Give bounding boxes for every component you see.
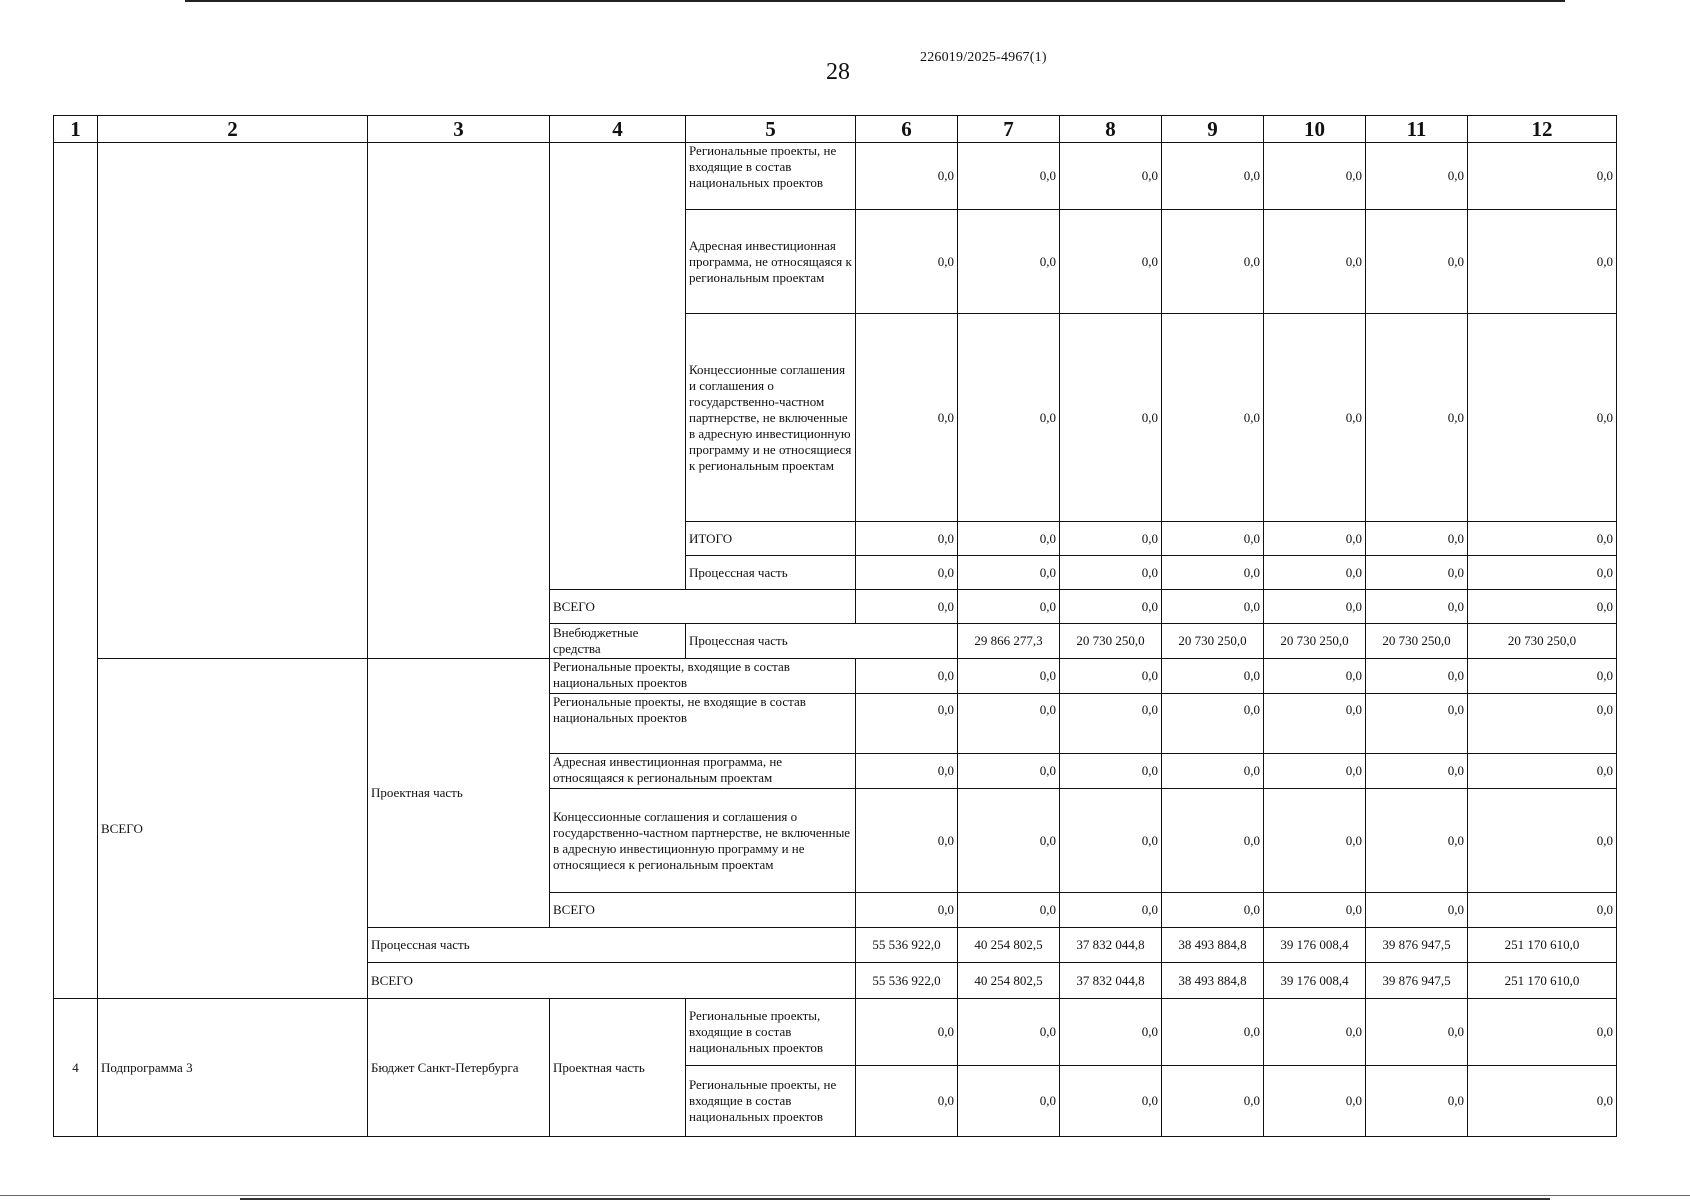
value-cell: 38 493 884,8 [1162,963,1264,999]
value-cell: 0,0 [1162,893,1264,928]
value-cell: 0,0 [856,590,958,624]
empty-cell [98,143,368,659]
value-cell: 0,0 [856,314,958,522]
value-cell: 0,0 [856,522,958,556]
value-cell: 0,0 [1468,522,1617,556]
top-border-line [185,0,1565,2]
value-cell: 0,0 [1468,556,1617,590]
row-number: 4 [54,999,98,1137]
value-cell: 0,0 [1468,659,1617,694]
value-cell: 0,0 [856,789,958,893]
value-cell: 0,0 [958,522,1060,556]
column-header: 1 [54,116,98,143]
row-label: Процессная часть [686,624,958,659]
value-cell: 0,0 [856,754,958,789]
value-cell: 0,0 [1162,210,1264,314]
value-cell: 0,0 [1060,210,1162,314]
column-header: 2 [98,116,368,143]
value-cell: 40 254 802,5 [958,963,1060,999]
value-cell: 0,0 [1264,694,1366,754]
column-header: 12 [1468,116,1617,143]
value-cell: 0,0 [1162,522,1264,556]
value-cell: 0,0 [856,893,958,928]
value-cell: 0,0 [1162,314,1264,522]
value-cell: 0,0 [1264,789,1366,893]
row-label: Региональные проекты, не входящие в состав национальных проектов [686,143,856,210]
row-label: Процессная часть [368,928,856,963]
value-cell: 0,0 [1162,789,1264,893]
column-header-row [54,116,1617,143]
value-cell: 0,0 [1264,143,1366,210]
value-cell: 0,0 [1162,694,1264,754]
value-cell: 0,0 [1468,999,1617,1066]
value-cell: 38 493 884,8 [1162,928,1264,963]
value-cell: 0,0 [1468,210,1617,314]
row-label: Концессионные соглашения и соглашения о государственно-частном партнерстве, не включенные в адресную инвестиционную программу и не относящиеся к региональным проектам [686,314,856,522]
value-cell: 20 730 250,0 [1264,624,1366,659]
value-cell: 0,0 [856,1066,958,1137]
value-cell: 0,0 [1264,314,1366,522]
value-cell: 39 176 008,4 [1264,928,1366,963]
value-cell: 0,0 [856,999,958,1066]
value-cell: 0,0 [1468,314,1617,522]
row-label: ВСЕГО [550,590,856,624]
row-label: Адресная инвестиционная программа, не относящаяся к региональным проектам [686,210,856,314]
value-cell: 0,0 [1162,590,1264,624]
value-cell: 0,0 [1264,659,1366,694]
row-label: Адресная инвестиционная программа, не относящаяся к региональным проектам [550,754,856,789]
value-cell: 0,0 [1468,694,1617,754]
value-cell: 0,0 [958,314,1060,522]
value-cell: 0,0 [1366,789,1468,893]
value-cell: 0,0 [1366,694,1468,754]
value-cell: 0,0 [1264,210,1366,314]
value-cell: 0,0 [1264,754,1366,789]
row-label: Региональные проекты, не входящие в состав национальных проектов [686,1066,856,1137]
value-cell: 20 730 250,0 [1468,624,1617,659]
column-header: 3 [368,116,550,143]
value-cell: 0,0 [1060,522,1162,556]
value-cell: 0,0 [1060,789,1162,893]
value-cell: 0,0 [958,210,1060,314]
value-cell: 55 536 922,0 [856,928,958,963]
value-cell: 39 876 947,5 [1366,963,1468,999]
value-cell: 0,0 [958,694,1060,754]
column-header: 11 [1366,116,1468,143]
value-cell: 0,0 [856,556,958,590]
value-cell: 39 176 008,4 [1264,963,1366,999]
value-cell: 0,0 [1468,1066,1617,1137]
value-cell: 0,0 [1366,314,1468,522]
value-cell: 40 254 802,5 [958,928,1060,963]
value-cell: 20 730 250,0 [1162,624,1264,659]
value-cell: 0,0 [1264,1066,1366,1137]
value-cell: 0,0 [1264,590,1366,624]
bottom-border-line [0,1195,1690,1196]
value-cell: 251 170 610,0 [1468,963,1617,999]
value-cell: 0,0 [1264,556,1366,590]
empty-cell [54,143,98,999]
value-cell: 0,0 [1366,1066,1468,1137]
row-label: Внебюджетные средства [550,624,686,659]
column-header: 8 [1060,116,1162,143]
value-cell: 0,0 [1264,999,1366,1066]
row-label: Проектная часть [368,659,550,928]
row-label: Бюджет Санкт-Петербурга [368,999,550,1137]
value-cell: 0,0 [1366,659,1468,694]
value-cell: 0,0 [1366,999,1468,1066]
value-cell: 0,0 [1162,659,1264,694]
empty-cell [550,143,686,590]
value-cell: 0,0 [958,556,1060,590]
page-number: 28 [826,59,850,85]
value-cell: 0,0 [1162,1066,1264,1137]
table-row [54,999,1617,1066]
column-header: 7 [958,116,1060,143]
value-cell: 55 536 922,0 [856,963,958,999]
table-row [54,143,1617,210]
value-cell: 0,0 [958,754,1060,789]
value-cell: 0,0 [1162,999,1264,1066]
value-cell: 0,0 [1468,754,1617,789]
row-label: Проектная часть [550,999,686,1137]
row-label: Концессионные соглашения и соглашения о государственно-частном партнерстве, не включенные в адресную инвестиционную программу и не относящиеся к региональным проектам [550,789,856,893]
row-label: ВСЕГО [550,893,856,928]
value-cell: 0,0 [1366,210,1468,314]
value-cell: 0,0 [1060,999,1162,1066]
value-cell: 0,0 [958,893,1060,928]
value-cell: 0,0 [1060,143,1162,210]
value-cell: 0,0 [958,999,1060,1066]
row-label: Региональные проекты, входящие в состав национальных проектов [550,659,856,694]
subprogram-name: Подпрограмма 3 [98,999,368,1137]
value-cell: 20 730 250,0 [1366,624,1468,659]
value-cell: 0,0 [1060,556,1162,590]
value-cell: 0,0 [856,659,958,694]
column-header: 9 [1162,116,1264,143]
row-label: Процессная часть [686,556,856,590]
value-cell: 0,0 [1162,143,1264,210]
value-cell: 0,0 [856,210,958,314]
value-cell: 0,0 [1468,789,1617,893]
value-cell: 251 170 610,0 [1468,928,1617,963]
value-cell: 0,0 [856,694,958,754]
document-number: 226019/2025-4967(1) [920,50,1047,65]
value-cell: 0,0 [1468,143,1617,210]
value-cell: 0,0 [1366,143,1468,210]
value-cell: 0,0 [1366,893,1468,928]
value-cell: 0,0 [1264,893,1366,928]
column-header: 10 [1264,116,1366,143]
value-cell: 0,0 [1366,522,1468,556]
value-cell: 39 876 947,5 [1366,928,1468,963]
row-label: Региональные проекты, входящие в состав национальных проектов [686,999,856,1066]
value-cell: 0,0 [1162,556,1264,590]
value-cell: 20 730 250,0 [1060,624,1162,659]
value-cell: 0,0 [958,590,1060,624]
value-cell: 29 866 277,3 [958,624,1060,659]
value-cell: 0,0 [1162,754,1264,789]
value-cell: 0,0 [1060,694,1162,754]
value-cell: 0,0 [1264,522,1366,556]
value-cell: 0,0 [958,143,1060,210]
row-label: ВСЕГО [368,963,856,999]
value-cell: 37 832 044,8 [1060,928,1162,963]
row-label: ВСЕГО [98,659,368,999]
value-cell: 0,0 [1366,556,1468,590]
value-cell: 0,0 [958,659,1060,694]
value-cell: 0,0 [1468,590,1617,624]
value-cell: 0,0 [1060,314,1162,522]
value-cell: 0,0 [1060,590,1162,624]
table-row [54,659,1617,694]
value-cell: 0,0 [958,789,1060,893]
value-cell: 0,0 [1060,893,1162,928]
column-header: 5 [686,116,856,143]
value-cell: 37 832 044,8 [1060,963,1162,999]
value-cell: 0,0 [958,1066,1060,1137]
value-cell: 0,0 [1366,590,1468,624]
value-cell: 0,0 [1366,754,1468,789]
value-cell: 0,0 [1468,893,1617,928]
row-label: ИТОГО [686,522,856,556]
value-cell: 0,0 [856,143,958,210]
column-header: 4 [550,116,686,143]
empty-cell [368,143,550,659]
value-cell: 0,0 [1060,754,1162,789]
value-cell: 0,0 [1060,659,1162,694]
budget-table [53,115,1617,1137]
value-cell: 0,0 [1060,1066,1162,1137]
row-label: Региональные проекты, не входящие в состав национальных проектов [550,694,856,754]
column-header: 6 [856,116,958,143]
